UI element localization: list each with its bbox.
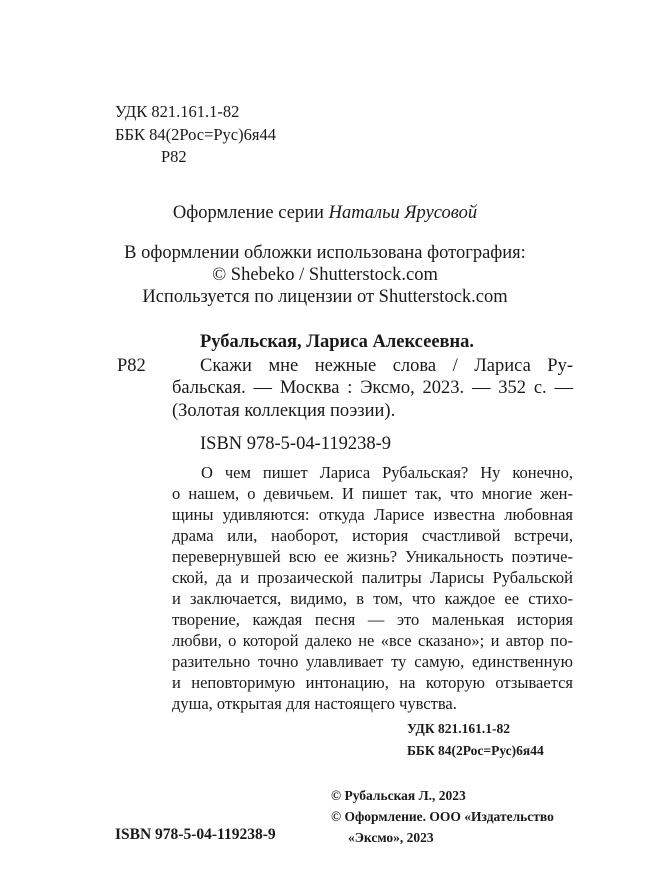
annotation-line: перевернувшей всю ее жизнь? Уникальность поэтиче- — [172, 547, 573, 566]
annotation-line: и неповторимую интонацию, на которую отзывается — [172, 673, 573, 692]
isbn-bottom: ISBN 978-5-04-119238-9 — [115, 826, 276, 843]
photo-credit-line2: © Shebeko / Shutterstock.com — [212, 265, 438, 285]
catalog-desc-line2: бальская. — Москва : Эксмо, 2023. — 352 с. — — [172, 378, 573, 398]
annotation-line: о нашем, о девичьем. И пишет так, что многие жен- — [172, 484, 573, 503]
annotation-line: драма или, наоборот, история счастливой встречи, — [172, 526, 573, 545]
series-designer-name: Натальи Ярусовой — [328, 203, 478, 223]
annotation-line: душа, открытая для настоящего чувства. — [172, 694, 457, 713]
bbk-code-top: ББК 84(2Рос=Рус)6я44 — [115, 125, 276, 144]
udk-code-bottom: УДК 821.161.1-82 — [407, 721, 510, 736]
catalog-desc-line1: Скажи мне нежные слова / Лариса Ру- — [200, 356, 573, 376]
annotation-line: щины удивляются: откуда Ларисе известна любовная — [172, 505, 573, 524]
annotation-line: ской, да и прозаической палитры Ларисы Рубальской — [172, 568, 573, 587]
annotation-line: разительно точно улавливает ту самую, единственную — [172, 652, 573, 671]
copyright-design: © Оформление. ООО «Издательство — [331, 809, 554, 824]
author-mark-top: Р82 — [161, 147, 187, 166]
catalog-isbn: ISBN 978-5-04-119238-9 — [200, 434, 391, 454]
annotation-line: О чем пишет Лариса Рубальская? Ну конечно, — [201, 463, 573, 482]
annotation-line: творение, каждая песня — это маленькая история — [172, 610, 573, 629]
series-design-prefix: Оформление серии — [172, 203, 329, 223]
photo-credit-line1: В оформлении обложки использована фотография: — [124, 243, 526, 263]
series-design-credit — [0, 202, 650, 224]
bbk-code-bottom: ББК 84(2Рос=Рус)6я44 — [407, 743, 544, 758]
catalog-author-heading: Рубальская, Лариса Алексеевна. — [200, 332, 475, 352]
photo-credit-line3: Используется по лицензии от Shutterstock.com — [142, 287, 508, 307]
copyright-design-cont: «Эксмо», 2023 — [348, 830, 434, 845]
catalog-mark: Р82 — [117, 356, 146, 376]
catalog-desc-line3: (Золотая коллекция поэзии). — [172, 401, 396, 421]
udk-code-top: УДК 821.161.1-82 — [115, 102, 240, 121]
annotation-line: любви, о которой далеко не «все сказано»; и автор по- — [172, 631, 573, 650]
annotation-line: и заключается, видимо, в том, что каждое ее стихо- — [172, 589, 573, 608]
copyright-author: © Рубальская Л., 2023 — [331, 788, 466, 803]
